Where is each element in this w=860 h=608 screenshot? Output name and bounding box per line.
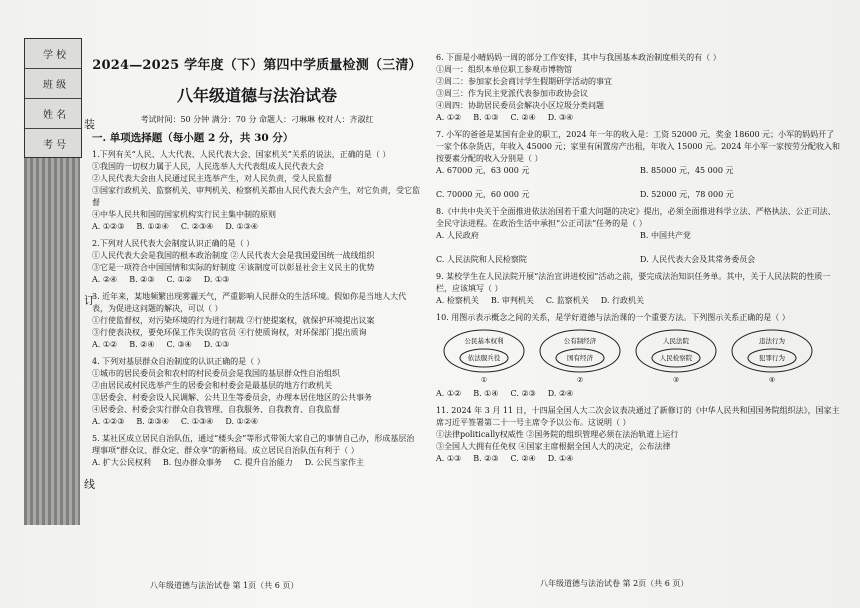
diagram-number: ① <box>480 376 488 384</box>
info-school-label: 学 校 <box>25 39 81 69</box>
answer-option: D. ③④ <box>547 113 574 122</box>
answer-option: B. 包办群众事务 <box>162 458 222 467</box>
answer-option: C. ②④ <box>510 113 536 122</box>
question-line: ③周三：作为民主党派代表参加市政协会议 <box>436 89 588 98</box>
info-class-label: 班 级 <box>25 69 81 99</box>
option-row <box>436 295 840 307</box>
question-line: ③它是一项符合中国国情和实际的好制度 ④该制度可以彰显社会主义民主的优势 <box>92 263 375 272</box>
question-line: ④中华人民共和国的国家机构实行民主集中制的原则 <box>92 210 276 219</box>
question-line: ④周四：协助居民委员会解决小区垃圾分类问题 <box>436 101 604 110</box>
answer-option: C. ①② <box>166 275 192 284</box>
question-line: ②人民代表大会由人民通过民主选举产生，对人民负责，受人民监督 <box>92 174 332 183</box>
question-line: ③国家行政机关、监察机关、审判机关、检察机关都由人民代表大会产生，对它负责，受它监督 <box>92 186 420 207</box>
exam-subject-title: 八年级道德与法治试卷 <box>176 86 337 105</box>
question <box>436 405 840 465</box>
question-line: 9. 某校学生在人民法院开展“法治宣讲进校园”活动之前，要完成法治知识任务单。其中，关于人民法院的性质一栏，应该填写（ ） <box>436 272 831 293</box>
answer-option: D. ②④ <box>547 389 574 398</box>
answer-option: A. ②④ <box>92 275 118 284</box>
info-name-label: 姓 名 <box>25 99 81 129</box>
answer-option: D. ①③ <box>203 275 230 284</box>
scan-shadow-band <box>24 130 80 525</box>
answer-option: C. 70000 元，60 000 元 <box>436 190 530 199</box>
diagram-number: ④ <box>768 376 776 384</box>
binding-mark-zhuang: 装 <box>84 118 95 131</box>
outer-label: 违法行为 <box>759 337 785 345</box>
answer-option: D. 行政机关 <box>600 296 644 305</box>
exam-meta: 考试时间：50 分钟 满分：70 分 命题人：刁琳琳 校对人：齐淑红 <box>140 115 374 124</box>
question-line: ①城市的居民委员会和农村的村民委员会是我国的基层群众性自治组织 <box>92 369 340 378</box>
answer-option: B. ①④ <box>473 389 499 398</box>
question-line: ①行使监督权，对污染环境的行为进行制裁 ②行使提案权，就保护环境提出议案 <box>92 316 375 325</box>
question-line: 11. 2024 年 3 月 11 日，十四届全国人大二次会议表决通过了新修订的《中华人民共和国国务院组织法》，国家主席习近平签署第二十一号主席令予以公布。这说明（ ） <box>436 406 840 427</box>
diagram-figure <box>442 328 526 386</box>
diagram-ellipse <box>538 328 622 374</box>
answer-option: A. ①③ <box>436 454 462 463</box>
question-line: ①人民代表大会是我国的根本政治制度 ②人民代表大会是我国爱国统一战线组织 <box>92 251 375 260</box>
question-line: ③居委会、村委会设人民调解、公共卫生等委员会，办理本居住地区的公共事务 <box>92 393 372 402</box>
question-line: ③全国人大拥有任免权 ④国家主席根据全国人大的决定，公布法律 <box>436 442 671 451</box>
answer-option: B. 85000 元，45 000 元 <box>640 166 734 175</box>
right-question-list <box>436 52 840 465</box>
answer-option: D. 公民当家作主 <box>304 458 364 467</box>
answer-option: D. ①④ <box>547 454 574 463</box>
answer-option: D. ①③④ <box>225 222 259 231</box>
answer-option: D. 52000 元，78 000 元 <box>640 190 734 199</box>
outer-label: 公有制经济 <box>563 337 597 345</box>
answer-option: A. ①②③ <box>92 417 125 426</box>
diagram-figure <box>634 328 718 386</box>
diagram-number: ② <box>576 376 584 384</box>
option-row <box>92 416 422 428</box>
question-line: 5. 某社区成立居民自治队伍，通过“楼头会”等形式带领大家自己的事情自己办，形成基层治理事项“群众议、群众定、群众享”的新格局。成立居民自治队伍有利于（ ） <box>92 434 415 455</box>
answer-option: B. ②③ <box>129 275 155 284</box>
answer-option: C. 人民法院和人民检察院 <box>436 255 527 264</box>
binding-margin <box>0 0 104 608</box>
answer-option: C. ②③④ <box>180 222 214 231</box>
inner-label: 国有经济 <box>567 354 593 362</box>
question <box>436 52 840 124</box>
page-footer-right: 八年级道德与法治试卷 第 2页（共 6 页） <box>540 579 689 588</box>
exam-title: 2024—2025 学年度（下）第四中学质量检测（三清） <box>92 58 422 73</box>
question <box>92 149 422 233</box>
question-line: 6. 下面是小晴妈妈一周的部分工作安排，其中与我国基本政治制度相关的有（ ） <box>436 53 721 62</box>
question-line: 8.《中共中央关于全面推进依法治国若干重大问题的决定》提出，必须全面推进科学立法、严格执法、公正司法、全民守法进程。在政治生活中承担“公正司法”任务的是（ ） <box>436 207 836 228</box>
answer-option: C. 监察机关 <box>545 296 589 305</box>
binding-mark-xian: 线 <box>84 478 95 491</box>
inner-label: 犯罪行为 <box>759 354 785 362</box>
question-line: 4. 下列对基层群众自治制度的认识正确的是（ ） <box>92 357 265 366</box>
page-footer-left: 八年级道德与法治试卷 第 1页（共 6 页） <box>150 581 299 590</box>
question <box>436 271 840 307</box>
answer-option: B. ②③④ <box>136 417 169 426</box>
answer-option: B. 中国共产党 <box>640 231 691 240</box>
question-line: ①我国的一切权力属于人民，人民选举人大代表组成人民代表大会 <box>92 162 324 171</box>
option-row <box>92 339 422 351</box>
answer-option: A. ①② <box>436 389 462 398</box>
answer-option: B. ①③ <box>473 113 499 122</box>
question <box>436 129 840 201</box>
answer-option: B. 审判机关 <box>490 296 534 305</box>
inner-label: 人民检察院 <box>659 354 693 362</box>
question-line: ①法律politically权威性 ②国务院的组织管理必须在法治轨道上运行 <box>436 430 679 439</box>
answer-option: D. 人民代表大会及其常务委员会 <box>640 255 756 264</box>
answer-option: B. ②③ <box>473 454 499 463</box>
option-row <box>436 453 840 465</box>
question <box>92 238 422 286</box>
option-row <box>436 112 840 124</box>
question-line: 10. 用图示表示概念之间的关系，是学好道德与法治课的一个重要方法。下列图示关系正确的是（ ） <box>436 313 790 322</box>
question <box>92 433 422 469</box>
question <box>436 312 840 400</box>
question-line: 3. 近年来，某地频繁出现雾霾天气，严重影响人民群众的生活环境。假如你是当地人大代表，为促进这问题的解决，可以（ ） <box>92 292 407 313</box>
question-line: ④居委会、村委会实行群众自我管理、自我服务、自我教育、自我监督 <box>92 405 340 414</box>
answer-option: C. ①③④ <box>180 417 214 426</box>
diagram-ellipse <box>730 328 814 374</box>
answer-option: C. 提升自治能力 <box>233 458 293 467</box>
left-page <box>92 54 422 474</box>
answer-option: D. ①③ <box>203 340 230 349</box>
question-line: ②由居民或村民选举产生的居委会和村委会是最基层的地方行政机关 <box>92 381 332 390</box>
concept-diagram <box>442 328 840 386</box>
diagram-number: ③ <box>672 376 680 384</box>
info-number-label: 考 号 <box>43 140 67 151</box>
diagram-ellipse <box>634 328 718 374</box>
option-row <box>436 165 840 201</box>
answer-option: C. ③④ <box>166 340 192 349</box>
answer-option: A. 67000 元，63 000 元 <box>436 166 530 175</box>
right-page <box>436 52 840 470</box>
answer-option: A. 检察机关 <box>436 296 479 305</box>
question <box>92 356 422 428</box>
answer-option: A. ①②③ <box>92 222 125 231</box>
answer-option: A. 人民政府 <box>436 231 479 240</box>
question <box>436 206 840 266</box>
option-row <box>92 221 422 233</box>
answer-option: C. ②③ <box>510 389 536 398</box>
answer-option: B. ②④ <box>129 340 155 349</box>
option-row <box>436 388 840 400</box>
outer-label: 公民基本权利 <box>464 337 504 345</box>
outer-label: 人民法院 <box>663 337 689 345</box>
question-line: ②周二：参加家长会商讨学生假期研学活动的事宜 <box>436 77 612 86</box>
option-row <box>436 230 840 266</box>
question-line: 7. 小军的爸爸是某国有企业的职工，2024 年一年的收入是：工资 52000 元，奖金 18600 元；小军的妈妈开了一家个体杂货店，年收入 45000 元；家里有闲置房产出租，年收入 15000 元。2024 年小军一家按劳分配收入和按要素分配的收入分别是（ ） <box>436 130 840 163</box>
option-row <box>92 274 422 286</box>
answer-option: C. ②④ <box>510 454 536 463</box>
question-line: ①周一：组织本单位职工参观市博物馆 <box>436 65 572 74</box>
answer-option: A. ①② <box>436 113 462 122</box>
diagram-figure <box>538 328 622 386</box>
option-row <box>92 457 422 469</box>
question-line: ③行使表决权，要免环保工作失误的官员 ④行使质询权，对环保部门提出质询 <box>92 328 367 337</box>
diagram-figure <box>730 328 814 386</box>
question-line: 2.下列对人民代表大会制度认识正确的是（ ） <box>92 239 255 248</box>
student-info-box <box>24 38 82 158</box>
answer-option: A. 扩大公民权利 <box>92 458 151 467</box>
answer-option: B. ①②④ <box>136 222 169 231</box>
inner-label: 依法服兵役 <box>467 354 501 362</box>
answer-option: A. ①② <box>92 340 118 349</box>
binding-mark-ding: 订 <box>84 294 95 307</box>
left-question-list <box>92 149 422 469</box>
question <box>92 291 422 351</box>
answer-option: D. ①②④ <box>225 417 259 426</box>
diagram-ellipse <box>442 328 526 374</box>
question-line: 1.下列有关“人民、人大代表、人民代表大会、国家机关”关系的说法，正确的是（ ） <box>92 150 391 159</box>
section-heading: 一. 单项选择题（每小题 2 分，共 30 分） <box>92 132 294 144</box>
